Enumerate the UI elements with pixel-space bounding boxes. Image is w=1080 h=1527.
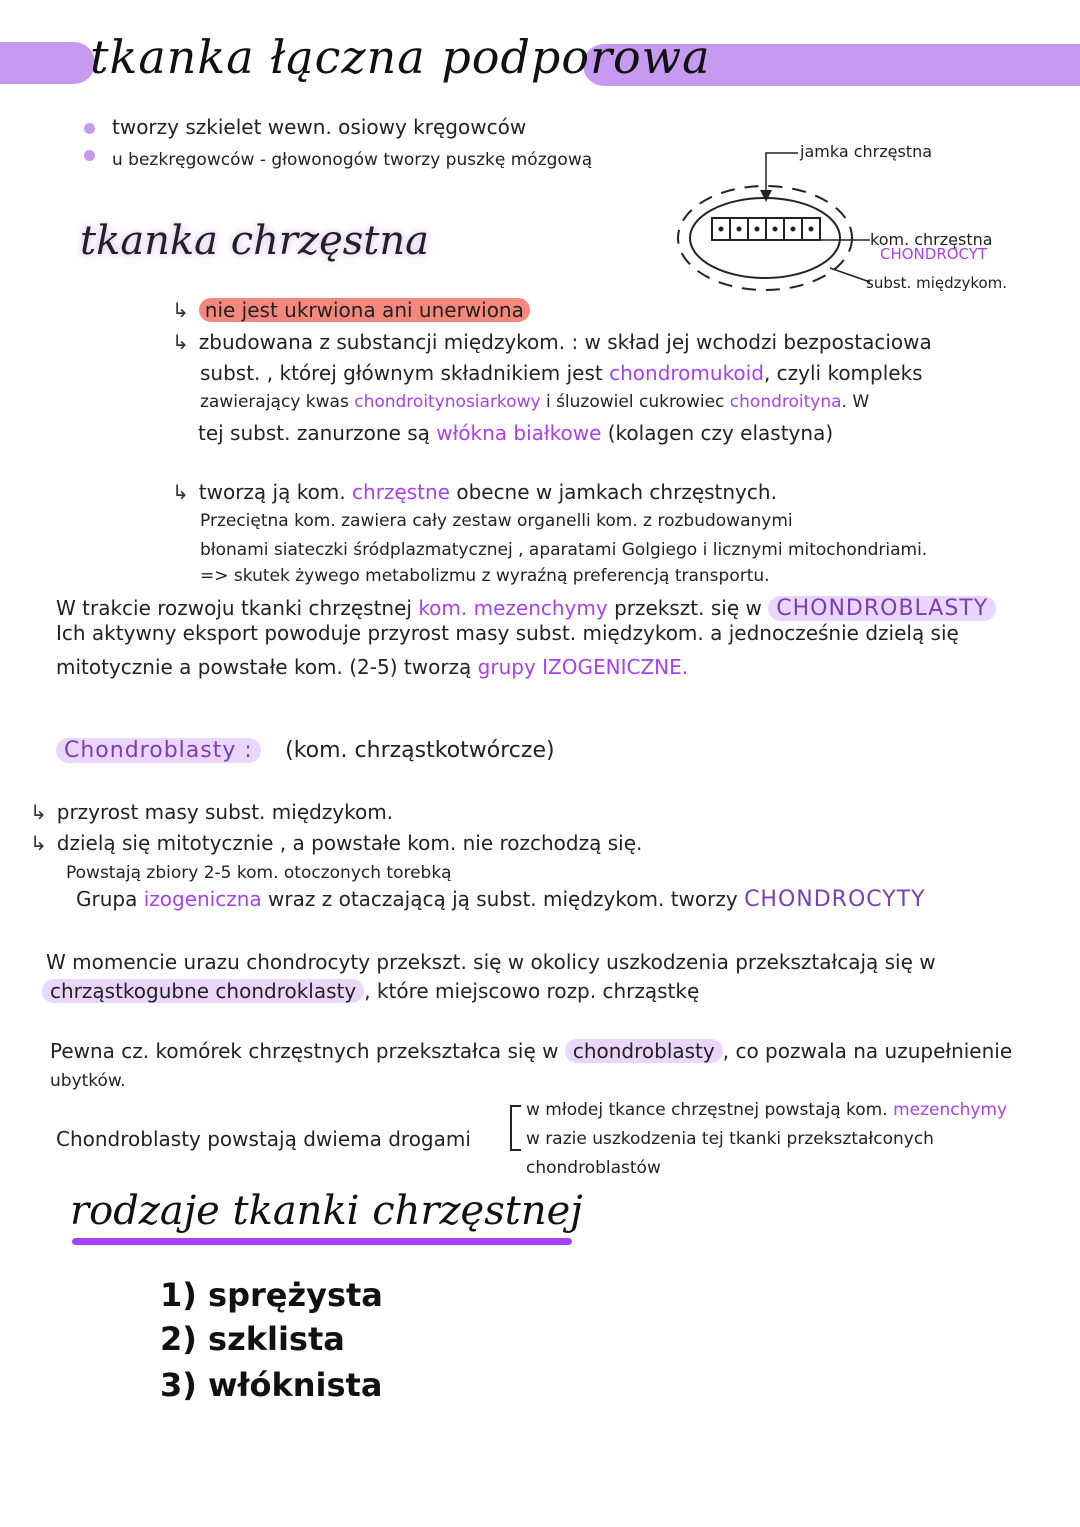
term-cartilage-cells: chrzęstne [352,480,450,504]
injury-line1: W momencie urazu chondrocyty przekszt. się w okolicy uszkodzenia przekształcają się w [46,950,936,974]
term-groups: grupy [477,655,536,679]
development-line3 [56,655,688,679]
intro-bullet-2: u bezkręgowców - głowonogów tworzy puszkę mózgową [112,150,593,170]
section-subtitle: tkanka chrzęstna [80,218,429,264]
regen-line2: ubytków. [50,1071,126,1091]
text: przekszt. się w [614,596,762,620]
term-chondroblasty-regen: chondroblasty [565,1039,723,1063]
term-isogenic: IZOGENICZNE. [542,655,689,679]
origin-left: Chondroblasty powstają dwiema drogami [56,1127,471,1151]
term-protein-fibers: włókna białkowe [436,421,602,445]
chondroblasty-line2: Powstają zbiory 2-5 kom. otoczonych torebką [66,863,452,883]
origin-way-1 [526,1100,1007,1120]
feature-3-line4: => skutek żywego metabolizmu z wyraźną preferencją transportu. [200,566,770,586]
diagram-label-cell: kom. chrzęstna [870,230,993,249]
term-mesenchyme-2: mezenchymy [893,1100,1008,1120]
text: (kolagen czy elastyna) [607,421,834,445]
term-chondromukoid: chondromukoid [609,361,764,385]
text: , czyli kompleks [763,361,923,385]
feature-3 [172,480,777,504]
term-chondrocyty: CHONDROCYTY [744,887,926,912]
arrow-icon: ↳ [30,831,47,855]
term-chondroblasty: CHONDROBLASTY [768,596,996,621]
diagram-label-lacuna: jamka chrzęstna [800,142,933,161]
chondroblasty-bullet-2 [30,831,642,855]
arrow-icon: ↳ [172,480,189,504]
arrow-icon: ↳ [172,298,189,322]
arrow-icon: ↳ [30,800,47,824]
chondroblasty-bullet-1 [30,800,393,824]
term-chondroitin-sulfate: chondroitynosiarkowy [354,392,541,412]
title-highlight-left [0,42,95,84]
text: W trakcie rozwoju tkanki chrzęstnej [56,596,412,620]
feature-2-text: zbudowana z substancji międzykom. [198,330,566,354]
diagram-label-matrix: subst. międzykom. [866,274,1008,292]
development-line2: Ich aktywny eksport powoduje przyrost masy subst. międzykom. a jednocześnie dzielą się [56,621,959,645]
term-chondroitin: chondroityna [729,392,842,412]
arrow-icon: ↳ [172,330,189,354]
text: tej subst. zanurzone są [198,421,430,445]
origin-way-2-cont: chondroblastów [526,1158,661,1178]
text: Pewna cz. komórek chrzęstnych przekształca się w [50,1039,559,1063]
feature-2: ↳ zbudowana z substancji międzykom. : w skład jej wchodzi bezpostaciowa [172,330,932,354]
term-isogenic-group: izogeniczna [143,887,262,911]
feature-2-text-b: w skład jej wchodzi bezpostaciowa [584,330,932,354]
term-mesenchyme: kom. mezenchymy [418,596,608,620]
type-item-1: 1) sprężysta [160,1276,383,1314]
cartilage-diagram [670,150,890,300]
text: w młodej tkance chrzęstnej powstają kom. [526,1100,888,1120]
feature-1-highlight: nie jest ukrwiona ani unerwiona [199,298,530,322]
term-chondroclasts: chrząstkogubne chondroklasty [42,979,364,1003]
text: , które miejscowo rozp. chrząstkę [364,979,700,1003]
chondroblasty-heading: Chondroblasty : [56,738,261,763]
feature-1 [172,298,530,322]
type-item-3: 3) włóknista [160,1366,383,1404]
bracket-icon [505,1102,525,1154]
diagram-label-chondrocyte: CHONDROCYT [880,245,988,263]
text: zawierający kwas [200,392,349,412]
feature-2-line4 [198,421,833,445]
text: . W [841,392,870,412]
feature-2-line3 [200,392,869,412]
text: obecne w jamkach chrzęstnych. [456,480,777,504]
text: , co pozwala na uzupełnienie [722,1039,1013,1063]
regen-line1 [50,1039,1012,1063]
text: tworzą ją kom. [198,480,346,504]
page-title: tkanka łączna podporowa [90,30,711,84]
types-heading: rodzaje tkanki chrzęstnej [70,1188,583,1234]
types-heading-underline [72,1238,572,1245]
development-line1 [56,596,996,621]
type-item-2: 2) szklista [160,1320,345,1358]
injury-line2 [42,979,699,1003]
text: dzielą się mitotycznie , a powstałe kom. nie rozchodzą się. [56,831,643,855]
chondroblasty-note: (kom. chrząstkotwórcze) [285,738,555,763]
bullet-dot [84,150,95,161]
feature-2-line2 [200,361,923,385]
text: wraz z otaczającą ją subst. międzykom. tworzy [268,887,738,911]
chondroblasty-heading-row [56,738,555,763]
feature-3-line2: Przeciętna kom. zawiera cały zestaw organelli kom. z rozbudowanymi [200,511,793,531]
text: Grupa [76,887,138,911]
bullet-dot [84,123,95,134]
intro-bullet-1: tworzy szkielet wewn. osiowy kręgowców [112,115,527,139]
text: mitotycznie a powstałe kom. (2-5) tworzą [56,655,472,679]
chondroblasty-line3 [76,887,926,912]
text: subst. , której głównym składnikiem jest [200,361,603,385]
text: przyrost masy subst. międzykom. [56,800,394,824]
feature-3-line3: błonami siateczki śródplazmatycznej , aparatami Golgiego i licznymi mitochondriami. [200,540,928,560]
origin-way-2: w razie uszkodzenia tej tkanki przekształconych [526,1129,934,1149]
text: i śluzowiel cukrowiec [545,392,725,412]
